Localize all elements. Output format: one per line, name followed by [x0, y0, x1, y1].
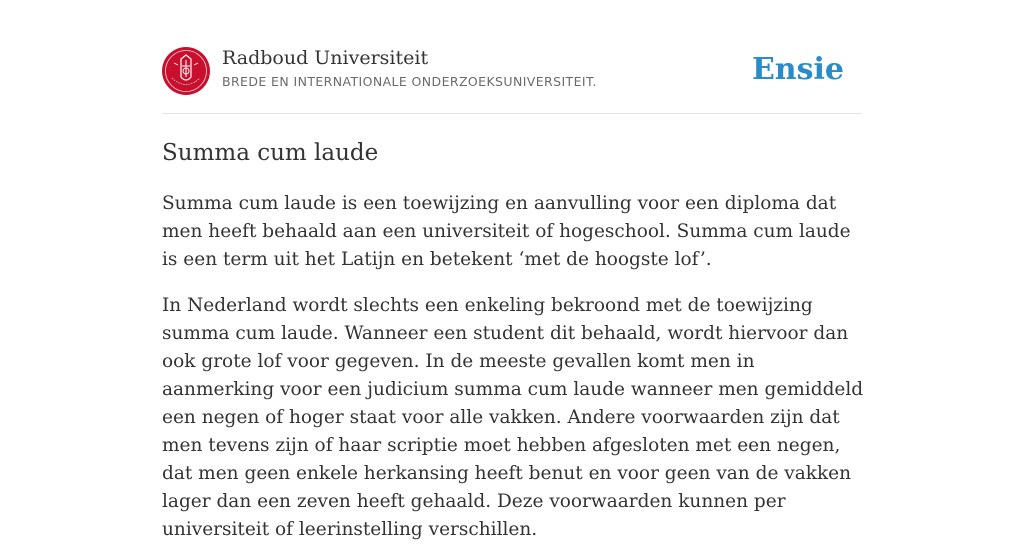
article: [162, 138, 867, 544]
ensie-logo-link[interactable]: Ensie: [751, 52, 844, 87]
radboud-seal-icon[interactable]: [162, 47, 210, 95]
header-divider: [162, 113, 862, 114]
org-name[interactable]: Radboud Universiteit: [222, 47, 429, 69]
org-tagline: BREDE EN INTERNATIONALE ONDERZOEKSUNIVERSITEIT.: [222, 74, 597, 89]
article-paragraph: In Nederland wordt slechts een enkeling bekroond met de toewijzing summa cum laude. Wanneer een student dit behaald, wordt hiervoor dan ook grote lof voor gegeven. In de meeste gevallen komt men in aanmerking voor een judicium summa cum laude wanneer men gemiddeld een negen of hoger staat voor alle vakken. Andere voorwaarden zijn dat men tevens zijn of haar scriptie moet hebben afgesloten met een negen, dat men geen enkele herkansing heeft benut en voor geen van de vakken lager dan een zeven heeft gehaald. Deze voorwaarden kunnen per universiteit of leerinstelling verschillen.: [162, 295, 864, 540]
site-header: [162, 46, 862, 96]
article-paragraph: Summa cum laude is een toewijzing en aanvulling voor een diploma dat men heeft behaald aan een universiteit of hogeschool. Summa cum laude is een term uit het Latijn en betekent ‘met de hoogste lof’.: [162, 193, 851, 270]
article-title: Summa cum laude: [162, 140, 379, 166]
